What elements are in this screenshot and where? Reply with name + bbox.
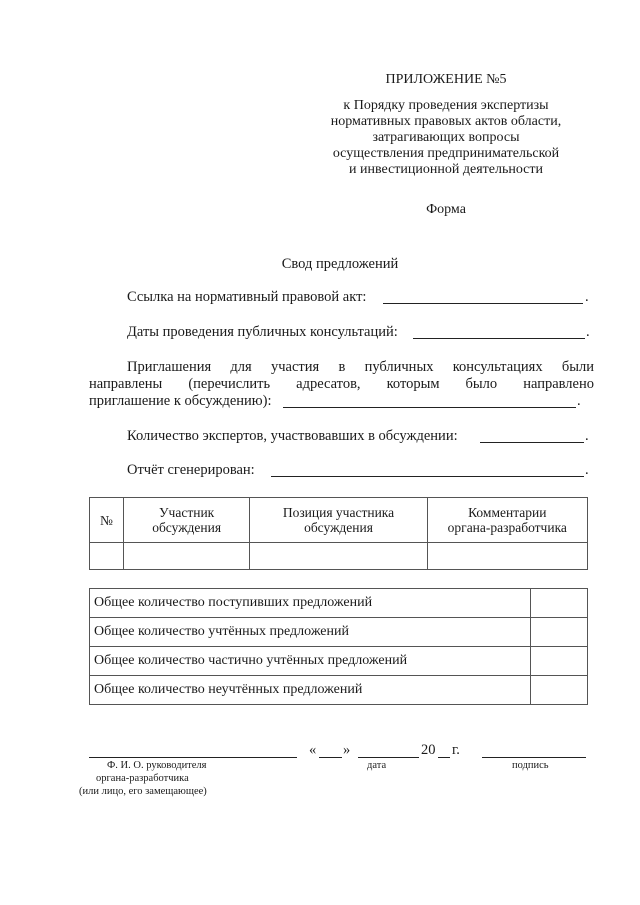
invitations-word: публичных [364, 359, 434, 375]
fio-caption-line-3: (или лицо, его замещающее) [79, 786, 207, 797]
table-row [90, 543, 588, 570]
column-header-participant: Участник обсуждения [123, 498, 250, 543]
legal-act-link-field[interactable] [383, 303, 583, 304]
quote-open: « [309, 742, 317, 758]
invitations-line-3: приглашение к обсуждению): [89, 393, 272, 409]
legal-act-link-label: Ссылка на нормативный правовой акт: [127, 289, 367, 305]
year-prefix: 20 [421, 742, 436, 758]
column-header-comments: Комментарии органа-разработчика [427, 498, 587, 543]
summary-label: Общее количество учтённых предложений [90, 618, 531, 647]
appendix-reference-line-5: и инвестиционной деятельности [349, 162, 543, 177]
invitations-word: было [465, 376, 498, 392]
invitation-recipients-field[interactable] [283, 407, 576, 408]
invitations-word: направлено [523, 376, 594, 392]
day-field[interactable] [319, 757, 342, 758]
invitations-word: участия [270, 359, 320, 375]
year-suffix: г. [452, 742, 460, 758]
summary-label: Общее количество частично учтённых предложений [90, 647, 531, 676]
table-cell[interactable] [90, 543, 124, 570]
experts-count-field[interactable] [480, 442, 584, 443]
table-row [90, 647, 588, 676]
summary-value-cell[interactable] [531, 589, 588, 618]
invitations-word: были [561, 359, 594, 375]
appendix-reference-line-1: к Порядку проведения экспертизы [343, 98, 549, 113]
table-cell[interactable] [250, 543, 427, 570]
table-row [90, 676, 588, 705]
period-2: . [586, 324, 590, 340]
quote-close: » [343, 742, 351, 758]
proposals-table [89, 497, 588, 570]
invitations-word: направлены [89, 376, 163, 392]
form-label: Форма [426, 202, 466, 217]
table-row [90, 618, 588, 647]
invitations-word: которым [386, 376, 440, 392]
consultation-dates-label: Даты проведения публичных консультаций: [127, 324, 398, 340]
appendix-number: ПРИЛОЖЕНИЕ №5 [385, 72, 507, 87]
proposals-table-header-row [90, 498, 588, 543]
consultation-dates-field[interactable] [413, 338, 585, 339]
document-title: Свод предложений [281, 256, 399, 272]
year-field[interactable] [438, 757, 450, 758]
appendix-reference-line-3: затрагивающих вопросы [372, 130, 520, 145]
table-cell[interactable] [427, 543, 587, 570]
report-generated-field[interactable] [271, 476, 584, 477]
table-row [90, 589, 588, 618]
appendix-reference-line-4: осуществления предпринимательской [332, 146, 560, 161]
summary-value-cell[interactable] [531, 676, 588, 705]
period-5: . [585, 462, 589, 478]
summary-table [89, 588, 588, 705]
column-header-number: № [90, 498, 124, 543]
month-field[interactable] [358, 757, 419, 758]
period-1: . [585, 289, 589, 305]
summary-value-cell[interactable] [531, 647, 588, 676]
invitations-word: в [338, 359, 346, 375]
fio-caption-line-2: органа-разработчика [96, 773, 189, 784]
summary-value-cell[interactable] [531, 618, 588, 647]
invitations-word: для [230, 359, 252, 375]
period-3: . [577, 393, 581, 409]
fio-signature-line[interactable] [89, 757, 297, 758]
invitations-word: консультациях [452, 359, 543, 375]
signature-line[interactable] [482, 757, 586, 758]
period-4: . [585, 428, 589, 444]
invitations-line-1 [127, 359, 594, 376]
invitations-word: адресатов, [296, 376, 361, 392]
experts-count-label: Количество экспертов, участвовавших в обсуждении: [127, 428, 458, 444]
fio-caption-line-1: Ф. И. О. руководителя [107, 760, 207, 771]
invitations-word: (перечислить [188, 376, 271, 392]
signature-caption: подпись [512, 760, 549, 771]
appendix-reference-line-2: нормативных правовых актов области, [330, 114, 562, 129]
table-cell[interactable] [123, 543, 250, 570]
report-generated-label: Отчёт сгенерирован: [127, 462, 255, 478]
column-header-position: Позиция участника обсуждения [250, 498, 427, 543]
summary-label: Общее количество неучтённых предложений [90, 676, 531, 705]
date-caption: дата [367, 760, 387, 771]
summary-label: Общее количество поступивших предложений [90, 589, 531, 618]
invitations-line-2 [89, 376, 594, 393]
invitations-word: Приглашения [127, 359, 212, 375]
